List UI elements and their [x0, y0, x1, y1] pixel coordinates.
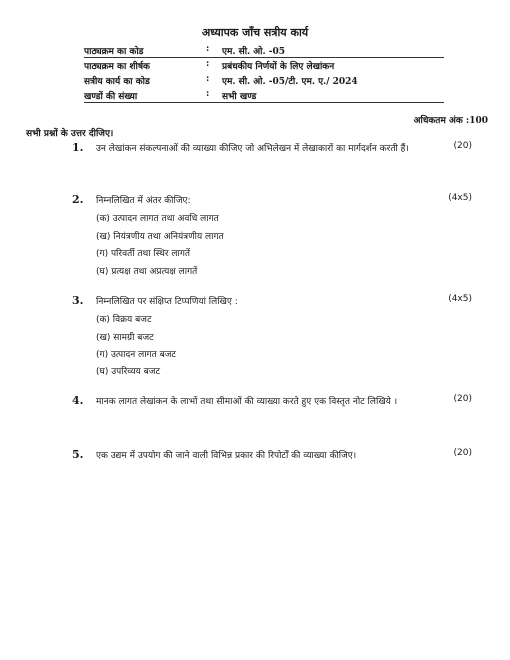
meta-value: एम. सी. ओ. -05/टी. एम. ए./ 2024	[222, 77, 358, 87]
question-text: निम्नलिखित में अंतर कीजिए:	[96, 196, 191, 206]
question-text: मानक लागत लेखांकन के लाभों तथा सीमाओं की व्याख्या करते हुए एक विस्तृत नोट लिखिये ।	[96, 397, 398, 407]
sub-question: (क) विक्रय बजट	[96, 315, 152, 325]
sub-question: (ख) सामग्री बजट	[96, 333, 154, 343]
sub-question: (क) उत्पादन लागत तथा अवधि लागत	[96, 214, 219, 224]
meta-key: पाठ्यक्रम का शीर्षक	[84, 62, 150, 72]
question-marks: (4x5)	[448, 193, 472, 203]
meta-key: पाठ्यक्रम का कोड	[84, 47, 144, 57]
meta-colon: :	[206, 44, 210, 54]
meta-colon: :	[206, 74, 210, 84]
question-number: 2.	[72, 193, 84, 206]
meta-value: प्रबंधकीय निर्णयों के लिए लेखांकन	[222, 62, 335, 72]
question-text: एक उद्यम में उपयोग की जाने वाली विभिन्न प्रकार की रिपोर्टों की व्याख्या कीजिए।	[96, 451, 357, 461]
question-number: 1.	[72, 141, 84, 154]
meta-row-assignment-code	[84, 74, 444, 89]
meta-row-blocks	[84, 89, 444, 104]
meta-colon: :	[206, 89, 210, 99]
question-number: 4.	[72, 394, 84, 407]
page-title: अध्यापक जाँच सत्रीय कार्य	[201, 26, 309, 39]
question-marks: (20)	[453, 141, 472, 151]
course-details-table	[84, 44, 444, 104]
sub-question: (घ) प्रत्यक्ष तथा अप्रत्यक्ष लागतें	[96, 267, 198, 277]
meta-row-course-title	[84, 59, 444, 74]
sub-question: (ग) परिवर्ती तथा स्थिर लागतें	[96, 249, 191, 259]
question-marks: (4x5)	[448, 294, 472, 304]
divider	[84, 102, 444, 103]
question-marks: (20)	[453, 394, 472, 404]
question-number: 3.	[72, 294, 84, 307]
meta-value: सभी खण्ड	[222, 92, 257, 102]
divider	[84, 57, 444, 58]
question-marks: (20)	[453, 448, 472, 458]
sub-question: (घ) उपरिव्यय बजट	[96, 367, 160, 377]
question-number: 5.	[72, 448, 84, 461]
meta-row-course-code	[84, 44, 444, 59]
sub-question: (ग) उत्पादन लागत बजट	[96, 350, 176, 360]
meta-key: सत्रीय कार्य का कोड	[84, 77, 150, 87]
sub-question: (ख) नियंत्रणीय तथा अनियंत्रणीय लागत	[96, 232, 224, 242]
meta-colon: :	[206, 59, 210, 69]
meta-value: एम. सी. ओ. -05	[222, 47, 286, 57]
meta-key: खण्डों की संख्या	[84, 92, 138, 102]
max-marks: अधिकतम अंक :100	[413, 116, 488, 126]
question-text: निम्नलिखित पर संक्षिप्त टिप्पणियां लिखिए :	[96, 297, 238, 307]
question-text: उन लेखांकन संकल्पनाओं की व्याख्या कीजिए जो अभिलेखन में लेखाकारों का मार्गदर्शन करती हैं।	[96, 144, 409, 154]
instruction: सभी प्रश्नों के उत्तर दीजिए।	[26, 129, 114, 139]
